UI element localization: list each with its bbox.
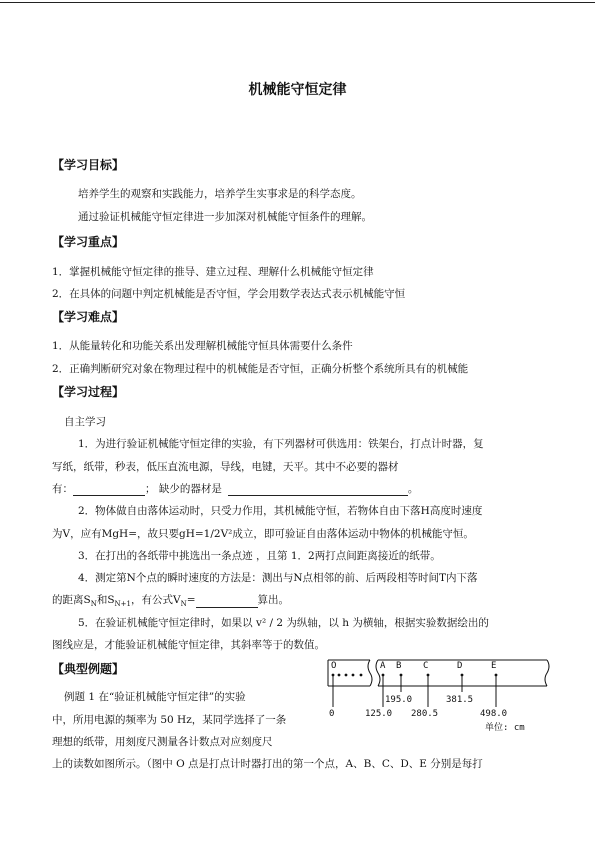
paper-tape-figure [325, 655, 555, 735]
reading-e: 498.0 [480, 709, 508, 719]
reading-b: 195.0 [385, 695, 413, 705]
formula-blank[interactable] [196, 596, 258, 608]
point-label-b: B [396, 661, 402, 671]
goal-line-1: 培养学生的观察和实践能力，培养学生实事求是的科学态度。 [78, 188, 362, 200]
page-title: 机械能守恒定律 [248, 82, 347, 98]
q4-prefix: 的距离S [52, 594, 91, 606]
section-process-heading: 【学习过程】 [52, 385, 125, 399]
q2-line-2: 为V，应有MgH=，故只要gH=1/2V²成立，即可验证自由落体运动中物体的机械能守恒。 [52, 528, 474, 540]
q5-line-1: 5．在验证机械能守恒定律时，如果以 v² / 2 为纵轴，以 h 为横轴，根据实验数据绘出的 [78, 617, 489, 629]
q4-eq: = [186, 594, 196, 606]
difficult-line-2: 2．正确判断研究对象在物理过程中的机械能是否守恒，正确分析整个系统所具有的机械能 [52, 363, 469, 375]
q4-line-2 [52, 592, 289, 608]
q4-mid: 和S [96, 594, 115, 606]
example-line-3: 理想的纸带，用刻度尺测量各计数点对应刻度尺 [52, 736, 273, 748]
q1-line-1: 1．为进行验证机械能守恒定律的实验，有下列器材可供选用：铁架台，打点计时器，复 [78, 438, 484, 450]
key-line-1: 1．掌握机械能守恒定律的推导、建立过程、理解什么机械能守恒定律 [52, 266, 374, 278]
q1-line-2: 写纸，纸带，秒表，低压直流电源，导线，电键，天平。其中不必要的器材 [52, 461, 399, 473]
point-label-e: E [491, 661, 497, 671]
missing-equipment-blank[interactable] [228, 484, 408, 496]
q1-end: 。 [407, 483, 419, 495]
self-study-label: 自主学习 [64, 416, 106, 428]
section-difficult-heading: 【学习难点】 [52, 310, 125, 324]
unneeded-equipment-blank[interactable] [73, 484, 145, 496]
reading-o: 0 [329, 709, 335, 719]
example-line-2: 中，所用电源的频率为 50 Hz，某同学选择了一条 [52, 714, 287, 726]
point-label-d: D [457, 661, 463, 671]
section-key-heading: 【学习重点】 [52, 235, 125, 249]
q2-line-1: 2．物体做自由落体运动时，只受力作用，其机械能守恒，若物体自由下落H高度时速度 [78, 505, 483, 517]
reading-d: 381.5 [446, 695, 474, 705]
key-line-2: 2．在具体的问题中判定机械能是否守恒，学会用数学表达式表示机械能守恒 [52, 288, 406, 300]
q1-middle: ； 缺少的器材是 [145, 483, 222, 495]
tape-dots [332, 674, 498, 677]
q3-line: 3．在打出的各纸带中挑选出一条点迹 ，且第 1．2两打点间距离接近的纸带。 [78, 550, 441, 562]
q1-line-3 [52, 481, 418, 496]
point-label-c: C [423, 661, 429, 671]
goal-line-2: 通过验证机械能守恒定律进一步加深对机械能守恒条件的理解。 [78, 211, 372, 223]
example-line-1: 例题 1 在“验证机械能守恒定律”的实验 [64, 691, 246, 703]
q4-sub-3: N [180, 600, 187, 609]
top-border [0, 2, 595, 3]
reading-a: 125.0 [365, 709, 393, 719]
point-label-a: A [380, 661, 386, 671]
q4-sub-1: N [90, 600, 97, 609]
tape-break-left [368, 660, 372, 686]
q5-line-2: 图线应是，才能验证机械能守恒定律，其斜率等于的数值。 [52, 639, 325, 651]
point-label-o: O [331, 661, 337, 671]
q4-mid2: ，有公式V [130, 594, 181, 606]
example-line-4: 上的读数如图所示。（图中 O 点是打点计时器打出的第一个点，A、B、C、D、E 分别是每打 [52, 758, 483, 770]
q4-sub-2: N+1 [114, 600, 131, 609]
q4-line-1: 4．测定第N个点的瞬时速度的方法是：测出与N点相邻的前、后两段相等时间T内下落 [78, 572, 478, 584]
section-example-heading: 【典型例题】 [52, 662, 125, 676]
reading-c: 280.5 [411, 709, 439, 719]
unit-label: 单位: cm [485, 723, 525, 733]
section-goals-heading: 【学习目标】 [52, 158, 125, 172]
q1-prefix: 有： [52, 483, 73, 495]
difficult-line-1: 1．从能量转化和功能关系出发理解机械能守恒具体需要什么条件 [52, 340, 353, 352]
q4-end: 算出。 [257, 594, 290, 606]
tape-break-end [545, 660, 549, 686]
